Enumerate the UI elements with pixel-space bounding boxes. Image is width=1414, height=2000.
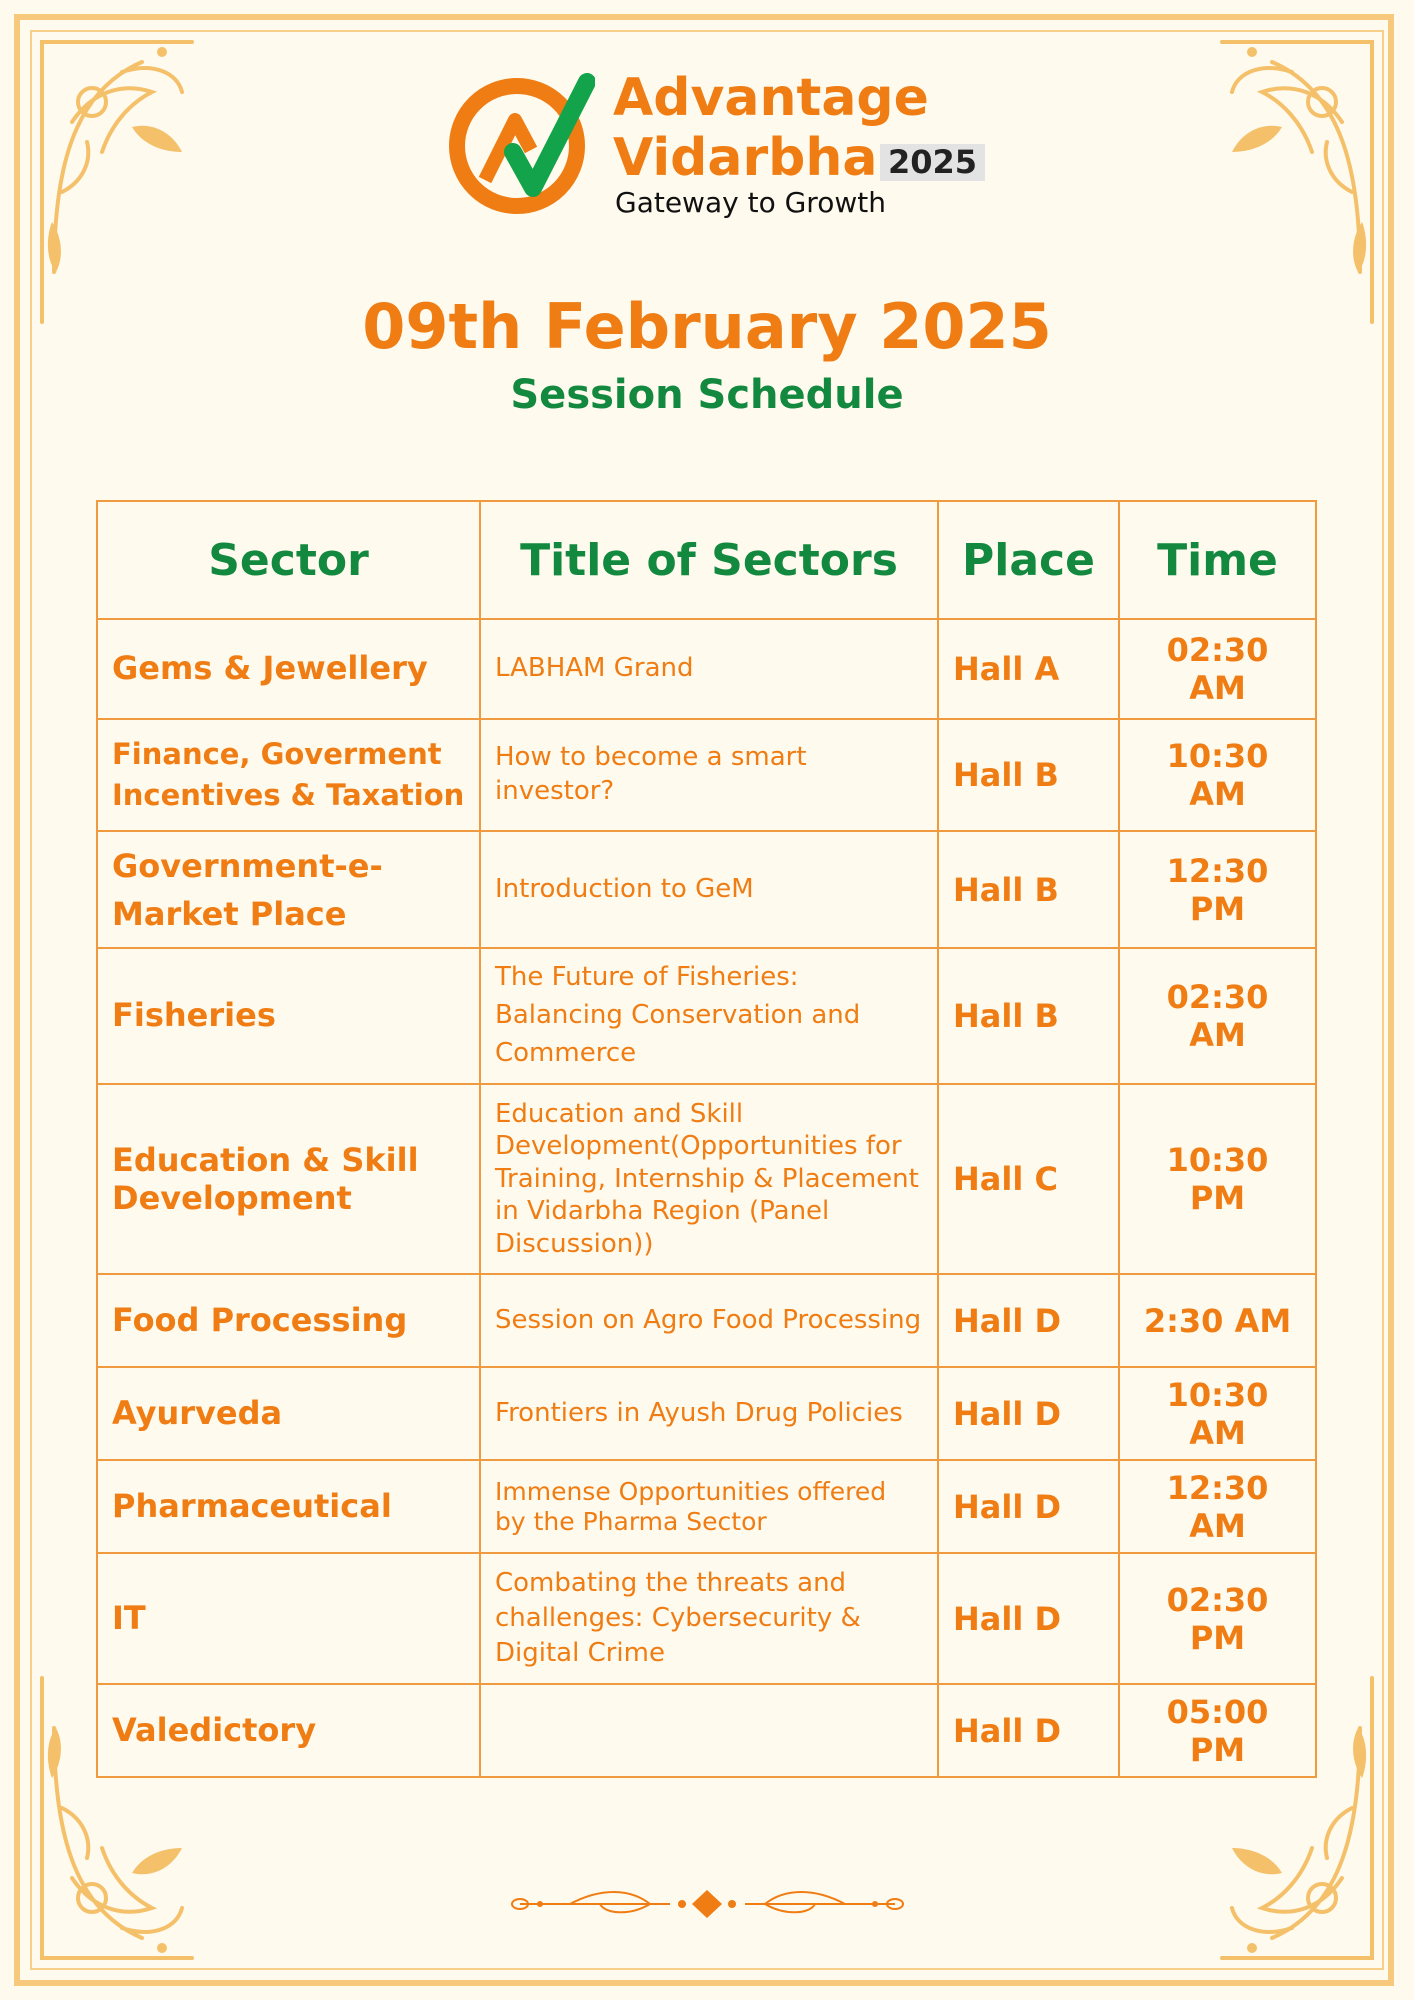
time-cell: 02:30 PM (1119, 1553, 1316, 1684)
time-cell: 05:00 PM (1119, 1684, 1316, 1777)
ornamental-divider-icon (510, 1886, 905, 1922)
place-cell: Hall B (938, 719, 1119, 831)
sector-cell: Food Processing (97, 1274, 480, 1367)
event-date: 09th February 2025 (362, 290, 1052, 363)
floral-corner-ornament-icon (1212, 32, 1382, 332)
place-cell: Hall C (938, 1084, 1119, 1274)
logo-year-badge: 2025 (880, 144, 985, 181)
place-cell: Hall B (938, 948, 1119, 1084)
table-row (97, 719, 1316, 831)
time-cell: 10:30 PM (1119, 1084, 1316, 1274)
table-row (97, 1367, 1316, 1460)
schedule-subtitle: Session Schedule (510, 372, 904, 418)
title-cell (480, 1684, 938, 1777)
time-cell: 2:30 AM (1119, 1274, 1316, 1367)
table-row (97, 1460, 1316, 1553)
title-cell: The Future of Fisheries: Balancing Conservation and Commerce (480, 948, 938, 1084)
time-cell: 10:30 AM (1119, 719, 1316, 831)
logo-text-vidarbha: Vidarbha (613, 128, 878, 188)
table-header-row (97, 501, 1316, 619)
title-cell: How to become a smart investor? (480, 719, 938, 831)
title-cell: Frontiers in Ayush Drug Policies (480, 1367, 938, 1460)
table-row (97, 1084, 1316, 1274)
time-cell: 10:30 AM (1119, 1367, 1316, 1460)
place-cell: Hall D (938, 1367, 1119, 1460)
time-cell: 12:30 PM (1119, 831, 1316, 948)
title-cell: LABHAM Grand (480, 619, 938, 719)
sector-cell: Gems & Jewellery (97, 619, 480, 719)
column-header-time: Time (1119, 501, 1316, 619)
column-header-title: Title of Sectors (480, 501, 938, 619)
table-row (97, 1553, 1316, 1684)
place-cell: Hall D (938, 1684, 1119, 1777)
title-cell: Combating the threats and challenges: Cybersecurity & Digital Crime (480, 1553, 938, 1684)
event-logo (445, 70, 1005, 230)
sector-cell: Pharmaceutical (97, 1460, 480, 1553)
logo-tagline: Gateway to Growth (615, 186, 886, 219)
table-row (97, 1684, 1316, 1777)
title-cell: Introduction to GeM (480, 831, 938, 948)
sector-cell: Education & Skill Development (97, 1084, 480, 1274)
place-cell: Hall D (938, 1460, 1119, 1553)
column-header-place: Place (938, 501, 1119, 619)
place-cell: Hall D (938, 1553, 1119, 1684)
title-cell: Session on Agro Food Processing (480, 1274, 938, 1367)
sector-cell: Finance, Goverment Incentives & Taxation (97, 719, 480, 831)
check-circle-logo-icon (445, 70, 595, 220)
table-row (97, 1274, 1316, 1367)
sector-cell: IT (97, 1553, 480, 1684)
place-cell: Hall D (938, 1274, 1119, 1367)
table-row (97, 619, 1316, 719)
place-cell: Hall B (938, 831, 1119, 948)
time-cell: 02:30 AM (1119, 948, 1316, 1084)
time-cell: 02:30 AM (1119, 619, 1316, 719)
floral-corner-ornament-icon (32, 32, 202, 332)
table-row (97, 948, 1316, 1084)
logo-text-advantage: Advantage (613, 68, 929, 128)
title-cell: Education and Skill Development(Opportunities for Training, Internship & Placement in Vidarbha Region (Panel Discussion)) (480, 1084, 938, 1274)
sector-cell: Fisheries (97, 948, 480, 1084)
sector-cell: Ayurveda (97, 1367, 480, 1460)
time-cell: 12:30 AM (1119, 1460, 1316, 1553)
place-cell: Hall A (938, 619, 1119, 719)
column-header-sector: Sector (97, 501, 480, 619)
sector-cell: Government-e-Market Place (97, 831, 480, 948)
title-cell: Immense Opportunities offered by the Pharma Sector (480, 1460, 938, 1553)
table-row (97, 831, 1316, 948)
session-schedule-table (96, 500, 1317, 1778)
sector-cell: Valedictory (97, 1684, 480, 1777)
